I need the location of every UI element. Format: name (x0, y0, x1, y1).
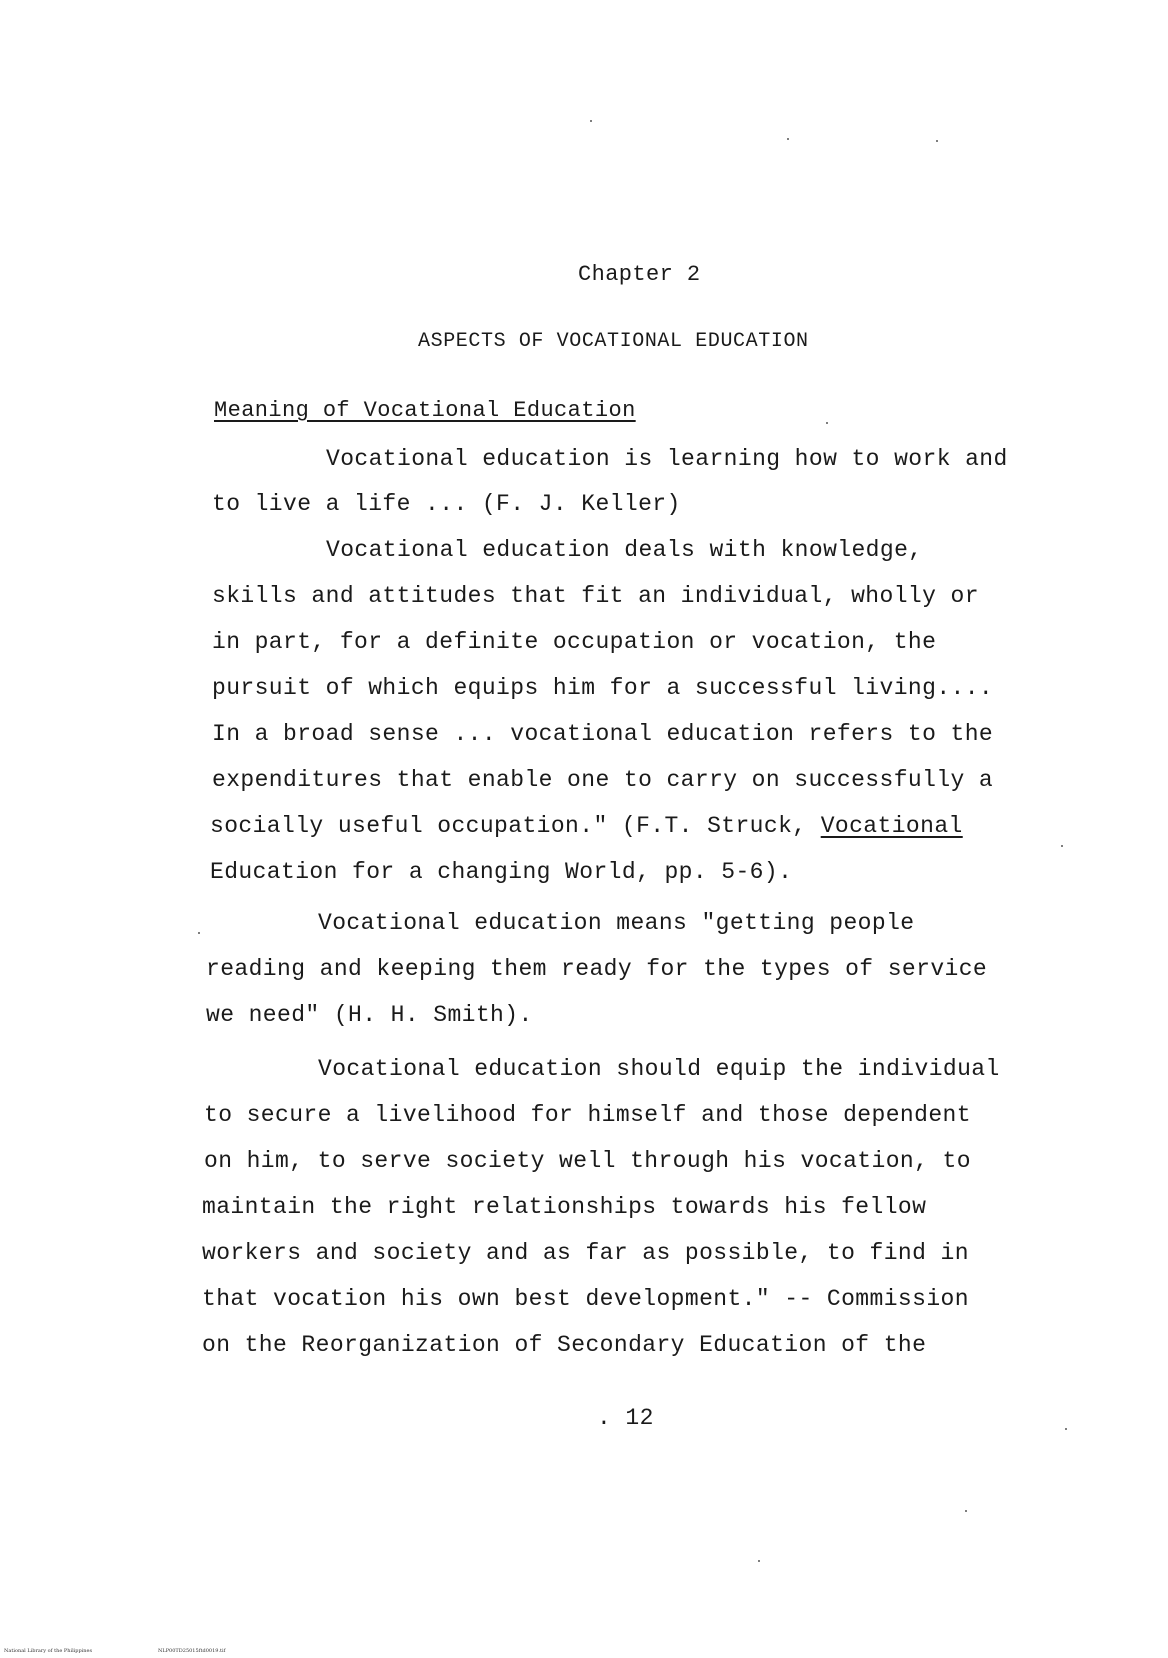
paragraph-4-line-6: that vocation his own best development." -- Commission (202, 1286, 969, 1312)
scan-speck (590, 120, 592, 122)
paragraph-3-line-1: Vocational education means "getting people (318, 910, 915, 936)
paragraph-2-line-6: expenditures that enable one to carry on successfully a (212, 767, 994, 793)
paragraph-4-line-7: on the Reorganization of Secondary Education of the (202, 1332, 927, 1358)
paragraph-4-line-2: to secure a livelihood for himself and those dependent (204, 1102, 971, 1128)
paragraph-3-line-2: reading and keeping them ready for the types of service (206, 956, 988, 982)
footer-file-id: NLP00TD25015ftd0019.tif (158, 1648, 226, 1654)
paragraph-4-line-5: workers and society and as far as possible, to find in (202, 1240, 969, 1266)
scan-speck (936, 140, 938, 142)
paragraph-2-line-1: Vocational education deals with knowledge, (326, 537, 923, 563)
paragraph-2-line-2: skills and attitudes that fit an individual, wholly or (212, 583, 979, 609)
paragraph-2-line-4: pursuit of which equips him for a successful living.... (212, 675, 994, 701)
scan-speck (1065, 1428, 1067, 1430)
paragraph-2-line-7 (210, 813, 963, 839)
chapter-title: ASPECTS OF VOCATIONAL EDUCATION (418, 330, 809, 353)
paragraph-1-line-1: Vocational education is learning how to work and (326, 446, 1008, 472)
paragraph-4-line-3: on him, to serve society well through his vocation, to (204, 1148, 971, 1174)
scan-speck (758, 1560, 760, 1562)
scan-speck (826, 422, 828, 424)
scan-speck (787, 138, 789, 140)
citation-text: socially useful occupation." (F.T. Struck, (210, 813, 821, 839)
paragraph-2-line-8: Education for a changing World, pp. 5-6). (210, 859, 793, 885)
paragraph-2-line-3: in part, for a definite occupation or vocation, the (212, 629, 937, 655)
scan-speck (965, 1510, 967, 1512)
paragraph-4-line-4: maintain the right relationships towards his fellow (202, 1194, 927, 1220)
paragraph-3-line-3: we need" (H. H. Smith). (206, 1002, 533, 1028)
scan-speck (198, 932, 200, 934)
section-heading: Meaning of Vocational Education (214, 398, 636, 423)
paragraph-4-line-1: Vocational education should equip the individual (318, 1056, 1000, 1082)
footer-library: National Library of the Philippines (4, 1648, 93, 1654)
scan-speck (1061, 845, 1063, 847)
page-number: . 12 (597, 1405, 654, 1431)
chapter-label: Chapter 2 (578, 262, 701, 287)
book-title-underlined: Vocational (820, 813, 963, 839)
paragraph-1-line-2: to live a life ... (F. J. Keller) (212, 491, 681, 517)
paragraph-2-line-5: In a broad sense ... vocational education refers to the (212, 721, 994, 747)
